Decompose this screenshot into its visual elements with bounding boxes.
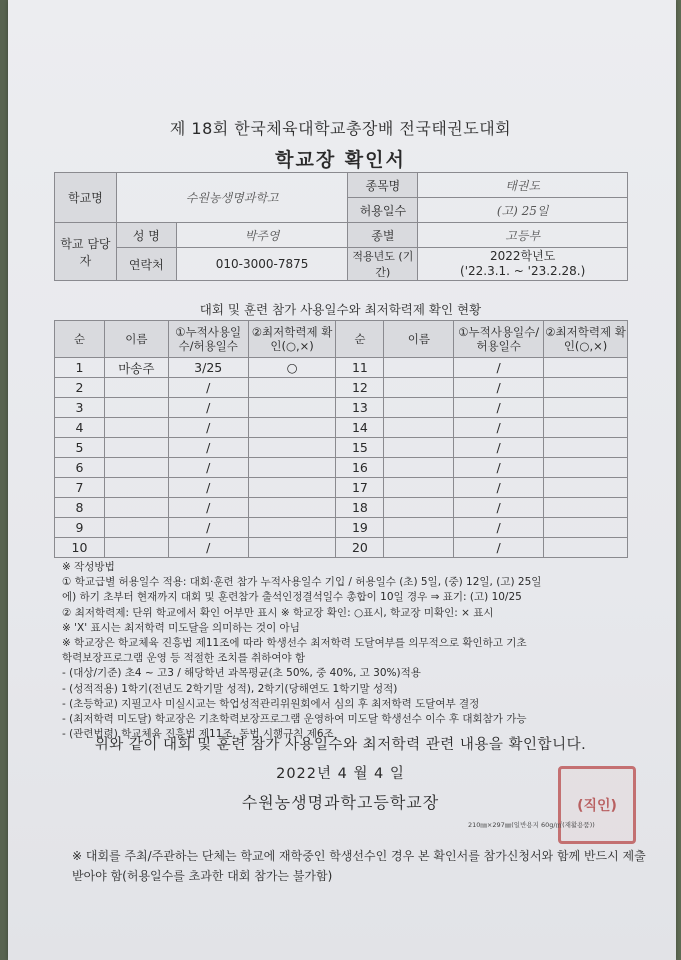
athlete-name bbox=[104, 438, 168, 458]
table-row bbox=[55, 398, 628, 418]
min-check bbox=[248, 418, 336, 438]
table-row bbox=[55, 478, 628, 498]
row-number: 14 bbox=[336, 418, 384, 438]
days-used: / bbox=[168, 378, 248, 398]
days-used: / bbox=[168, 398, 248, 418]
min-check bbox=[248, 538, 336, 558]
background-edge bbox=[0, 0, 8, 960]
athlete-name bbox=[384, 358, 454, 378]
manager-label: 학교 담당자 bbox=[55, 223, 117, 281]
athlete-name bbox=[104, 398, 168, 418]
min-check bbox=[248, 398, 336, 418]
year-cell bbox=[418, 248, 628, 281]
table-subtitle: 대회 및 훈련 참가 사용일수와 최저학력제 확인 현황 bbox=[199, 302, 482, 317]
min-check bbox=[544, 478, 628, 498]
row-number: 20 bbox=[336, 538, 384, 558]
days-label: 허용일수 bbox=[348, 198, 418, 223]
division-value: 고등부 bbox=[418, 223, 628, 248]
note-line: ※ 학교장은 학교체육 진흥법 제11조에 따라 학생선수 최저학력 도달여부를 의무적으로 확인하고 기초 bbox=[62, 637, 527, 650]
period-value: ('22.3.1. ~ '23.2.28.) bbox=[460, 264, 586, 278]
row-number: 2 bbox=[55, 378, 105, 398]
division-label: 종별 bbox=[348, 223, 418, 248]
year-value: 2022학년도 bbox=[490, 249, 556, 263]
table-row bbox=[55, 498, 628, 518]
days-used: 3/25 bbox=[168, 358, 248, 378]
header-name: 이름 bbox=[384, 321, 454, 358]
note-line: ※ 작성방법 bbox=[62, 561, 115, 573]
days-used: / bbox=[168, 538, 248, 558]
note-line: 에) 하기 초부터 현재까지 대회 및 훈련참가 출석인정결석일수 총합이 10일 경우 ⇒ 표기: (고) 10/25 bbox=[62, 591, 522, 604]
row-number: 15 bbox=[336, 438, 384, 458]
row-number: 16 bbox=[336, 458, 384, 478]
confirmation-statement: 위와 같이 대회 및 훈련 참가 사용일수와 최저학력 관련 내용을 확인합니다. bbox=[94, 737, 587, 753]
athlete-name bbox=[104, 498, 168, 518]
table-row bbox=[55, 458, 628, 478]
school-value: 수원농생명과학고 bbox=[116, 173, 348, 223]
athlete-name bbox=[104, 478, 168, 498]
min-check bbox=[248, 478, 336, 498]
min-check bbox=[544, 458, 628, 478]
row-number: 1 bbox=[55, 358, 105, 378]
row-number: 3 bbox=[55, 398, 105, 418]
row-number: 9 bbox=[55, 518, 105, 538]
header-days: ①누적사용일수/허용일수 bbox=[454, 321, 544, 358]
row-number: 4 bbox=[55, 418, 105, 438]
row-number: 19 bbox=[336, 518, 384, 538]
days-used: / bbox=[454, 378, 544, 398]
principal-signature: 수원농생명과학고등학교장 bbox=[241, 793, 440, 812]
days-used: / bbox=[168, 458, 248, 478]
header-days: ①누적사용일수/허용일수 bbox=[168, 321, 248, 358]
days-used: / bbox=[454, 358, 544, 378]
row-number: 8 bbox=[55, 498, 105, 518]
official-seal-stamp: (직인) bbox=[558, 766, 636, 844]
header-name: 이름 bbox=[104, 321, 168, 358]
table-row bbox=[55, 358, 628, 378]
note-line: ② 최저학력제: 단위 학교에서 확인 어부만 표시 ※ 학교장 확인: ○표시, 학교장 미확인: × 표시 bbox=[62, 606, 494, 619]
contact-value: 010-3000-7875 bbox=[176, 248, 348, 281]
days-used: / bbox=[454, 538, 544, 558]
min-check bbox=[248, 378, 336, 398]
row-number: 5 bbox=[55, 438, 105, 458]
days-used: / bbox=[454, 458, 544, 478]
row-number: 10 bbox=[55, 538, 105, 558]
header-no: 순 bbox=[55, 321, 105, 358]
athlete-name bbox=[104, 458, 168, 478]
note-line: ① 학교급별 허용일수 적용: 대회·훈련 참가 누적사용일수 기입 / 허용일수 (초) 5일, (중) 12일, (고) 25일 bbox=[62, 576, 542, 589]
header-no: 순 bbox=[336, 321, 384, 358]
info-table bbox=[54, 172, 628, 281]
row-number: 12 bbox=[336, 378, 384, 398]
days-value: (고) 25일 bbox=[418, 198, 628, 223]
athlete-name bbox=[384, 478, 454, 498]
row-number: 18 bbox=[336, 498, 384, 518]
min-check bbox=[544, 378, 628, 398]
athlete-name bbox=[104, 538, 168, 558]
row-number: 17 bbox=[336, 478, 384, 498]
athlete-name bbox=[384, 458, 454, 478]
min-check bbox=[544, 358, 628, 378]
table-row bbox=[55, 378, 628, 398]
event-label: 종목명 bbox=[348, 173, 418, 198]
name-label: 성 명 bbox=[116, 223, 176, 248]
issue-date: 2022년 4 월 4 일 bbox=[276, 766, 405, 782]
event-title: 제 18회 한국체육대학교총장배 전국태권도대회 bbox=[169, 119, 512, 138]
row-number: 7 bbox=[55, 478, 105, 498]
table-row bbox=[55, 518, 628, 538]
days-used: / bbox=[454, 398, 544, 418]
table-row bbox=[55, 418, 628, 438]
min-check bbox=[544, 438, 628, 458]
days-used: / bbox=[454, 418, 544, 438]
athlete-name bbox=[384, 518, 454, 538]
min-check bbox=[544, 518, 628, 538]
athlete-name bbox=[104, 378, 168, 398]
days-used: / bbox=[168, 498, 248, 518]
min-check: ○ bbox=[248, 358, 336, 378]
days-used: / bbox=[454, 518, 544, 538]
athlete-name bbox=[384, 438, 454, 458]
min-check bbox=[248, 518, 336, 538]
note-line: - (최저학력 미도달) 학교장은 기초학력보장프로그램 운영하여 미도달 학생선수 이수 후 대회참가 가능 bbox=[62, 713, 527, 726]
footer-note: ※ 대회를 주최/주관하는 단체는 학교에 재학중인 학생선수인 경우 본 확인서를 참가신청서와 함께 반드시 제출받아야 함(허용일수를 초과한 대회 참가는 불가함) bbox=[72, 849, 646, 883]
athlete-name bbox=[384, 498, 454, 518]
athlete-name: 마송주 bbox=[104, 358, 168, 378]
min-check bbox=[544, 538, 628, 558]
athlete-name bbox=[384, 418, 454, 438]
row-number: 11 bbox=[336, 358, 384, 378]
name-value: 박주영 bbox=[176, 223, 348, 248]
days-used: / bbox=[168, 518, 248, 538]
table-row bbox=[55, 438, 628, 458]
paper-size-note: 210㎜×297㎜(일반용지 60g/㎡(재활용품)) bbox=[468, 821, 595, 829]
table-row bbox=[55, 538, 628, 558]
days-used: / bbox=[454, 478, 544, 498]
min-check bbox=[248, 458, 336, 478]
min-check bbox=[248, 438, 336, 458]
note-line: - (대상/기준) 초4 ~ 고3 / 해당학년 과목평균(초 50%, 중 40%, 고 30%)적용 bbox=[62, 667, 421, 680]
note-line: - (성적적용) 1학기(전년도 2학기말 성적), 2학기(당해연도 1학기말 성적) bbox=[62, 682, 398, 695]
athlete-name bbox=[104, 418, 168, 438]
days-used: / bbox=[168, 418, 248, 438]
days-used: / bbox=[168, 478, 248, 498]
year-label: 적용년도 (기간) bbox=[348, 248, 418, 281]
row-number: 13 bbox=[336, 398, 384, 418]
note-line: ※ 'X' 표시는 최저학력 미도달을 의미하는 것이 아님 bbox=[62, 621, 300, 634]
row-number: 6 bbox=[55, 458, 105, 478]
athlete-name bbox=[104, 518, 168, 538]
instructions bbox=[62, 560, 642, 742]
athlete-table bbox=[54, 320, 628, 558]
header-min: ②최저학력제 확인(○,×) bbox=[248, 321, 336, 358]
note-line: 학력보장프로그램 운영 등 적절한 조치를 취하여야 함 bbox=[62, 652, 306, 665]
athlete-name bbox=[384, 538, 454, 558]
min-check bbox=[248, 498, 336, 518]
days-used: / bbox=[168, 438, 248, 458]
contact-label: 연락처 bbox=[116, 248, 176, 281]
min-check bbox=[544, 398, 628, 418]
note-line: - (관련법령) 학교체육 진흥법 제11조, 동법 시행규칙 제6조 bbox=[62, 728, 334, 741]
days-used: / bbox=[454, 438, 544, 458]
document-title: 학교장 확인서 bbox=[275, 149, 406, 171]
header-min: ②최저학력제 확인(○,×) bbox=[544, 321, 628, 358]
athlete-name bbox=[384, 378, 454, 398]
min-check bbox=[544, 498, 628, 518]
days-used: / bbox=[454, 498, 544, 518]
min-check bbox=[544, 418, 628, 438]
event-value: 태권도 bbox=[418, 173, 628, 198]
athlete-name bbox=[384, 398, 454, 418]
school-label: 학교명 bbox=[55, 173, 117, 223]
note-line: - (초등학교) 지필고사 미실시교는 학업성적관리위원회에서 심의 후 최저학력 도달여부 결정 bbox=[62, 697, 480, 710]
